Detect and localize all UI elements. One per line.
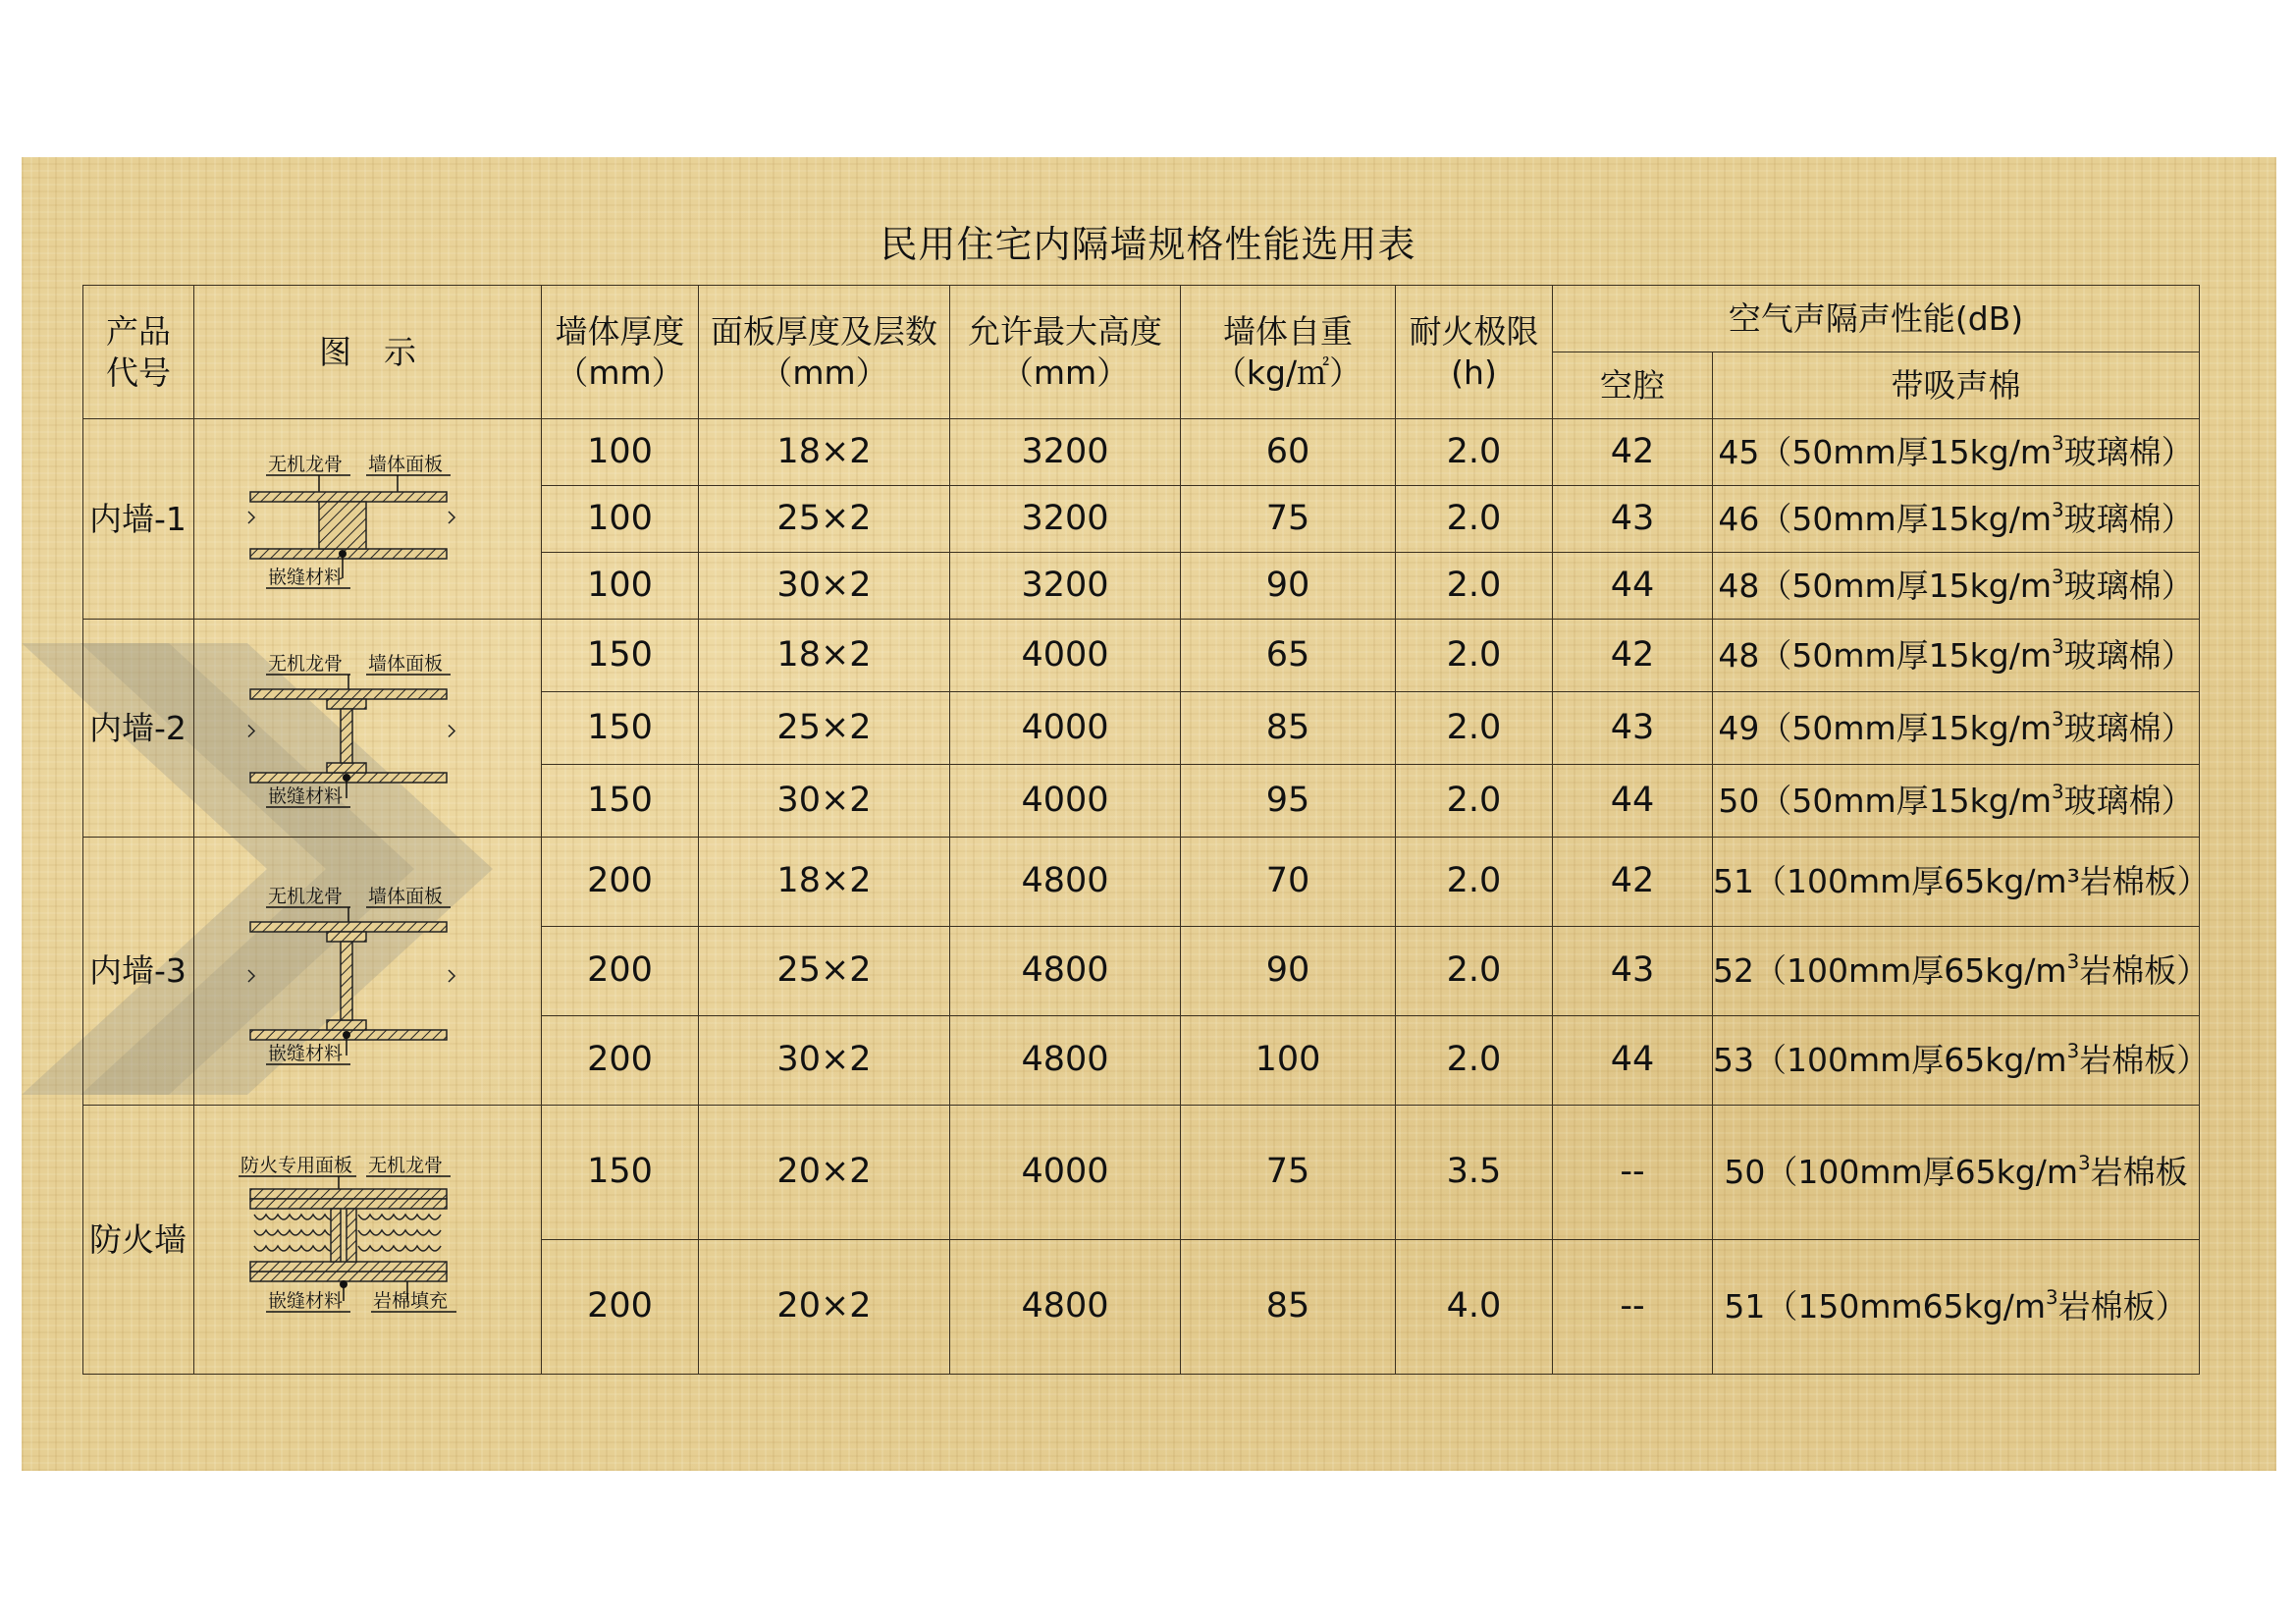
- cell-fire: 4.0: [1396, 1240, 1553, 1375]
- cell-height: 4000: [950, 1106, 1181, 1240]
- cell-thickness: 100: [542, 419, 699, 486]
- cell-fire: 2.0: [1396, 927, 1553, 1016]
- cell-thickness: 200: [542, 927, 699, 1016]
- cell-weight: 90: [1181, 927, 1396, 1016]
- cell-cavity: 42: [1553, 620, 1713, 692]
- cell-height: 4800: [950, 1016, 1181, 1106]
- cell-height: 3200: [950, 486, 1181, 553]
- cell-cavity: 44: [1553, 553, 1713, 620]
- wall-section-diagram: [221, 640, 515, 817]
- cell-fire: 2.0: [1396, 486, 1553, 553]
- cell-cavity: 42: [1553, 838, 1713, 927]
- cell-height: 4000: [950, 620, 1181, 692]
- header-diagram: 图 示: [194, 286, 542, 419]
- cell-fire: 2.0: [1396, 838, 1553, 927]
- cell-thickness: 200: [542, 1016, 699, 1106]
- cell-weight: 65: [1181, 620, 1396, 692]
- cell-fire: 3.5: [1396, 1106, 1553, 1240]
- cell-cavity: --: [1553, 1240, 1713, 1375]
- wall-section-diagram: [221, 873, 515, 1069]
- cell-fire: 2.0: [1396, 620, 1553, 692]
- cell-thickness: 200: [542, 1240, 699, 1375]
- label-stud: 无机龙骨: [367, 1154, 443, 1176]
- table-body: [83, 419, 2210, 1375]
- cell-height: 4000: [950, 692, 1181, 765]
- header-weight: 墙体自重 （kg/㎡）: [1181, 286, 1396, 419]
- label-panel: 墙体面板: [367, 453, 443, 475]
- label-panel: 墙体面板: [367, 652, 443, 675]
- page-title: 民用住宅内隔墙规格性能选用表: [880, 223, 1416, 266]
- header-with-cotton: 带吸声棉: [1713, 352, 2200, 419]
- cell-weight: 70: [1181, 838, 1396, 927]
- cell-height: 3200: [950, 419, 1181, 486]
- cell-panel: 25×2: [699, 692, 950, 765]
- cell-thickness: 150: [542, 765, 699, 838]
- cell-weight: 100: [1181, 1016, 1396, 1106]
- cell-with-cotton: 53（100mm厚$65kg/m^3$岩棉板）: [1713, 1016, 2200, 1106]
- cell-with-cotton: 52（100mm厚$65kg/m^3$岩棉板）: [1713, 927, 2200, 1016]
- cell-cavity: 43: [1553, 927, 1713, 1016]
- cell-height: 4800: [950, 927, 1181, 1016]
- label-joint: 嵌缝材料: [267, 1289, 343, 1312]
- cell-cavity: 44: [1553, 765, 1713, 838]
- cell-with-cotton: 48（50mm厚$15kg/m^3$玻璃棉）: [1713, 620, 2200, 692]
- cell-panel: 18×2: [699, 838, 950, 927]
- product-code: 防火墙: [83, 1106, 194, 1375]
- spec-table: [82, 285, 2210, 1375]
- cell-weight: 95: [1181, 765, 1396, 838]
- label-fire-panel: 防火专用面板: [240, 1154, 352, 1176]
- cell-fire: 2.0: [1396, 765, 1553, 838]
- cell-thickness: 200: [542, 838, 699, 927]
- table-row: [83, 620, 2200, 692]
- cell-weight: 75: [1181, 486, 1396, 553]
- cell-panel: 20×2: [699, 1240, 950, 1375]
- header-height: 允许最大高度 （mm）: [950, 286, 1181, 419]
- cell-cavity: 43: [1553, 486, 1713, 553]
- cell-panel: 30×2: [699, 765, 950, 838]
- diagram-cell: [194, 838, 542, 1106]
- cell-with-cotton: 51（100mm厚65kg/m³岩棉板）: [1713, 838, 2200, 927]
- cell-cavity: 43: [1553, 692, 1713, 765]
- cell-cavity: 44: [1553, 1016, 1713, 1106]
- cell-weight: 85: [1181, 692, 1396, 765]
- cell-panel: 25×2: [699, 486, 950, 553]
- cell-thickness: 150: [542, 692, 699, 765]
- label-joint: 嵌缝材料: [267, 1043, 343, 1064]
- diagram-cell: [194, 419, 542, 620]
- cell-with-cotton: 50（100mm厚$65kg/m^3$岩棉板: [1713, 1106, 2200, 1240]
- label-stud: 无机龙骨: [267, 453, 343, 475]
- cell-fire: 2.0: [1396, 1016, 1553, 1106]
- cell-panel: 18×2: [699, 419, 950, 486]
- table-row: [83, 419, 2200, 486]
- cell-with-cotton: 49（50mm厚$15kg/m^3$玻璃棉）: [1713, 692, 2200, 765]
- product-code: 内墙-3: [83, 838, 194, 1106]
- header-cavity: 空腔: [1553, 352, 1713, 419]
- cell-with-cotton: 46（50mm厚$15kg/m^3$玻璃棉）: [1713, 486, 2200, 553]
- cell-weight: 90: [1181, 553, 1396, 620]
- cell-thickness: 100: [542, 553, 699, 620]
- header-code: 产品 代号: [83, 286, 194, 419]
- cell-panel: 25×2: [699, 927, 950, 1016]
- cell-weight: 75: [1181, 1106, 1396, 1240]
- table-row: [83, 1106, 2200, 1240]
- cell-thickness: 100: [542, 486, 699, 553]
- diagram-cell: [194, 620, 542, 838]
- cell-height: 3200: [950, 553, 1181, 620]
- wall-section-diagram: [221, 441, 515, 598]
- header-sound: 空气声隔声性能(dB): [1553, 286, 2200, 352]
- cell-fire: 2.0: [1396, 692, 1553, 765]
- cell-panel: 18×2: [699, 620, 950, 692]
- cell-fire: 2.0: [1396, 553, 1553, 620]
- header-thickness: 墙体厚度 （mm）: [542, 286, 699, 419]
- cell-weight: 85: [1181, 1240, 1396, 1375]
- cell-panel: 20×2: [699, 1106, 950, 1240]
- label-rockwool: 岩棉填充: [372, 1289, 448, 1312]
- cell-height: 4800: [950, 1240, 1181, 1375]
- product-code: 内墙-1: [83, 419, 194, 620]
- label-panel: 墙体面板: [367, 886, 443, 907]
- cell-with-cotton: 48（50mm厚$15kg/m^3$玻璃棉）: [1713, 553, 2200, 620]
- label-joint: 嵌缝材料: [267, 785, 343, 807]
- cell-height: 4000: [950, 765, 1181, 838]
- header-fire: 耐火极限 (h): [1396, 286, 1553, 419]
- header-panel: 面板厚度及层数 （mm）: [699, 286, 950, 419]
- cell-fire: 2.0: [1396, 419, 1553, 486]
- wall-section-diagram: [221, 1142, 515, 1338]
- cell-thickness: 150: [542, 620, 699, 692]
- cell-panel: 30×2: [699, 1016, 950, 1106]
- cell-with-cotton: 50（50mm厚$15kg/m^3$玻璃棉）: [1713, 765, 2200, 838]
- cell-weight: 60: [1181, 419, 1396, 486]
- cell-cavity: 42: [1553, 419, 1713, 486]
- cell-panel: 30×2: [699, 553, 950, 620]
- cell-height: 4800: [950, 838, 1181, 927]
- cell-with-cotton: $51(150mm65kg/m^3$岩棉板）: [1713, 1240, 2200, 1375]
- cell-with-cotton: 45（50mm厚$15kg/m^3$玻璃棉）: [1713, 419, 2200, 486]
- cell-thickness: 150: [542, 1106, 699, 1240]
- label-stud: 无机龙骨: [267, 652, 343, 675]
- cell-cavity: --: [1553, 1106, 1713, 1240]
- table-row: [83, 838, 2200, 927]
- diagram-cell: [194, 1106, 542, 1375]
- label-stud: 无机龙骨: [267, 886, 343, 907]
- label-joint: 嵌缝材料: [267, 566, 343, 588]
- product-code: 内墙-2: [83, 620, 194, 838]
